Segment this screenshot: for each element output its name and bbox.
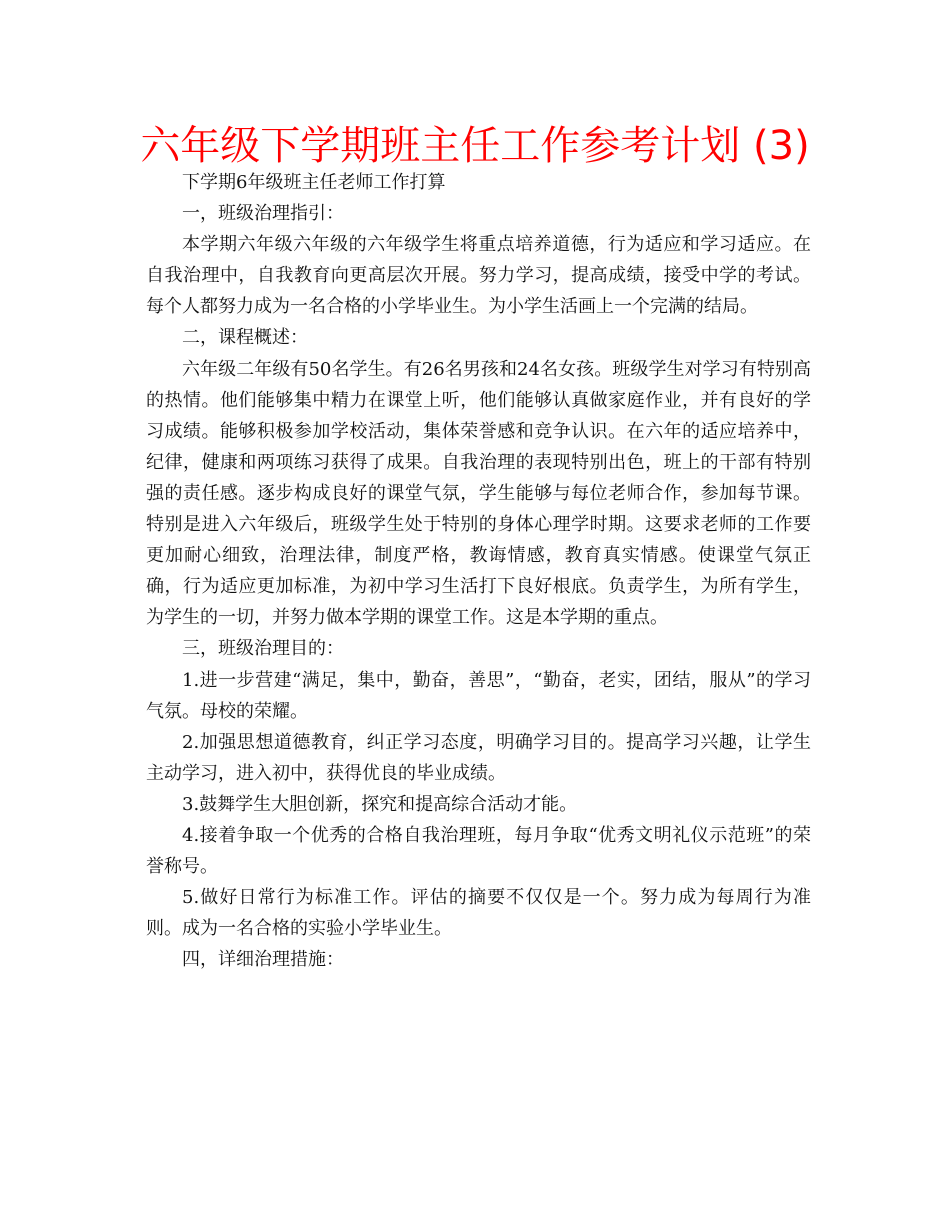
document-body (146, 167, 811, 975)
document-title: 六年级下学期班主任工作参考计划 (3) (140, 123, 810, 169)
section-heading-1: 一，班级治理指引： (182, 203, 344, 225)
subtitle-paragraph: 下学期6年级班主任老师工作打算 (182, 172, 446, 193)
section-heading-3: 三，班级治理目的： (182, 638, 344, 660)
list-item: 5.做好日常行为标准工作。评估的摘要不仅仅是一个。努力成为每周行为准则。成为一名合格的实验小学毕业生。 (146, 887, 811, 940)
list-item: 1.进一步营建“满足，集中，勤奋，善思”，“勤奋，老实，团结，服从”的学习气氛。母校的荣耀。 (146, 669, 811, 722)
body-paragraph: 六年级二年级有50名学生。有26名男孩和24名女孩。班级学生对学习有特别高的热情。他们能够集中精力在课堂上听，他们能够认真做家庭作业，并有良好的学习成绩。能够积极参加学校活动，集体荣誉感和竞争认识。在六年的适应培养中，纪律，健康和两项练习获得了成果。自我治理的表现特别出色，班上的干部有特别强的责任感。逐步构成良好的课堂气氛，学生能够与每位老师合作，参加每节课。特别是进入六年级后，班级学生处于特别的身体心理学时期。这要求老师的工作要更加耐心细致，治理法律，制度严格，教诲情感，教育真实情感。使课堂气氛正确，行为适应更加标准，为初中学习生活打下良好根底。负责学生，为所有学生，为学生的一切，并努力做本学期的课堂工作。这是本学期的重点。 (146, 358, 811, 629)
section-heading-4: 四，详细治理措施： (182, 949, 344, 971)
list-item: 2.加强思想道德教育，纠正学习态度，明确学习目的。提高学习兴趣，让学生主动学习，进入初中，获得优良的毕业成绩。 (146, 731, 811, 784)
body-paragraph: 本学期六年级六年级的六年级学生将重点培养道德，行为适应和学习适应。在自我治理中，自我教育向更高层次开展。努力学习，提高成绩，接受中学的考试。每个人都努力成为一名合格的小学毕业生。为小学生活画上一个完满的结局。 (146, 234, 811, 318)
list-item: 3.鼓舞学生大胆创新，探究和提高综合活动才能。 (182, 793, 578, 815)
section-heading-2: 二，课程概述： (182, 327, 308, 349)
list-item: 4.接着争取一个优秀的合格自我治理班，每月争取“优秀文明礼仪示范班”的荣誉称号。 (146, 824, 811, 878)
